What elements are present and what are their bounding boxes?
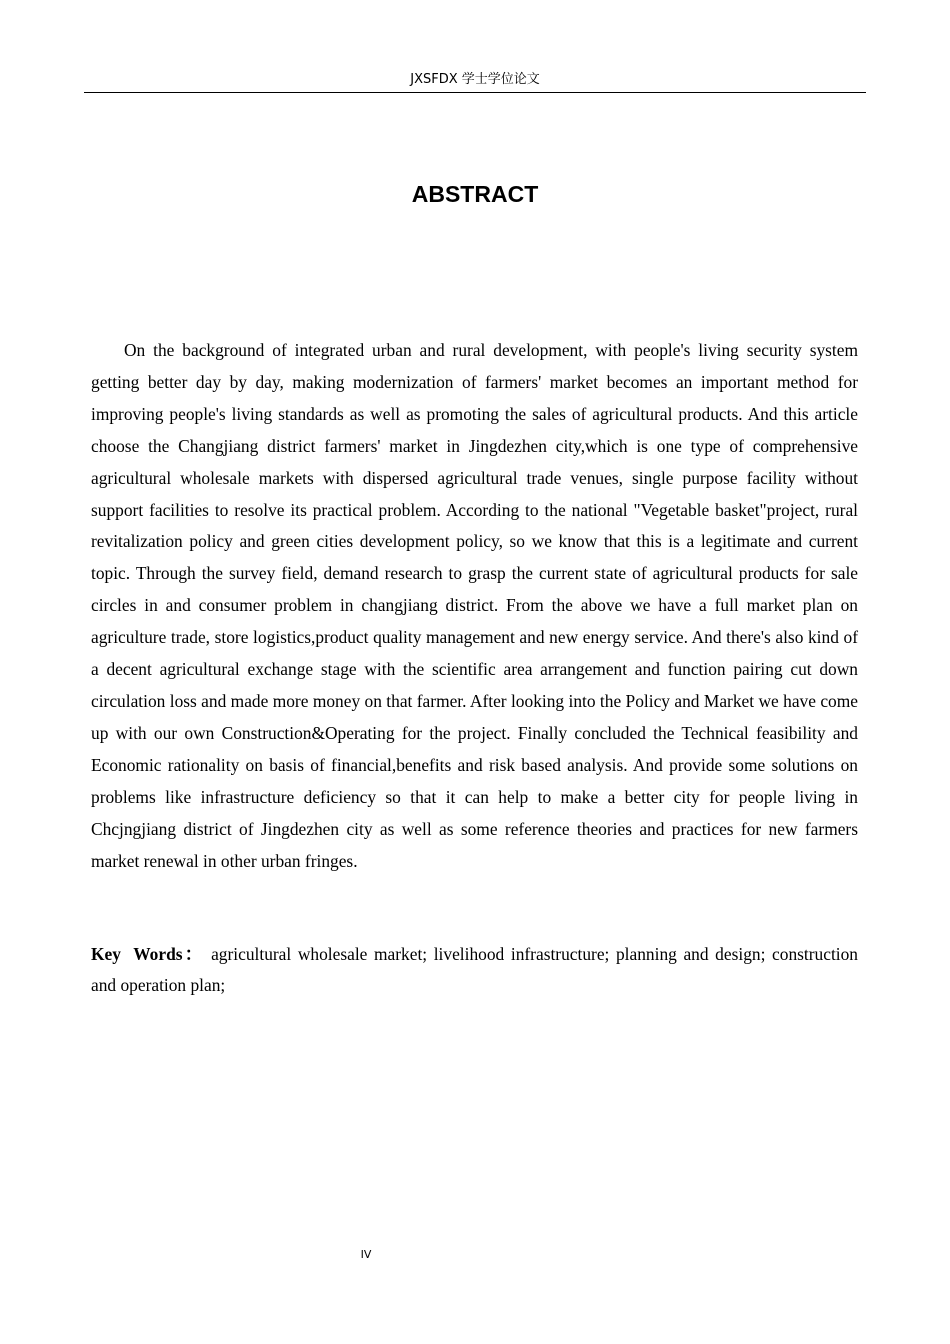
keywords-label: Key Words： [91, 944, 205, 964]
page-title: ABSTRACT [411, 181, 539, 207]
running-header: JXSFDX 学士学位论文 [410, 72, 540, 87]
keywords-paragraph [91, 939, 858, 1001]
keywords-text: agricultural wholesale market; livelihood infrastructure; planning and design; construction and operation plan; [91, 944, 858, 995]
header-rule [84, 92, 866, 93]
page-number: IV [360, 1248, 372, 1261]
abstract-body: On the background of integrated urban and rural development, with people's living security system getting better day by day, making modernization of farmers' market becomes an important method for improving people's living standards as well as promoting the sales of agricultural products. And this article choose the Changjiang district farmers' market in Jingdezhen city,which is one type of comprehensive agricultural wholesale markets with dispersed agricultural trade venues, single purpose facility without support facilities to resolve its practical problem. According to the national "Vegetable basket"project, rural revitalization policy and green cities development policy, so we know that this is a legitimate and current topic. Through the survey field, demand research to grasp the current state of agricultural products for sale circles in and consumer problem in changjiang district. From the above we have a full market plan on agriculture trade, store logistics,product quality management and new energy service. And there's also kind of a decent agricultural exchange stage with the scientific area arrangement and function pairing cut down circulation loss and made more money on that farmer. After looking into the Policy and Market we have come up with our own Construction&Operating for the project. Finally concluded the Technical feasibility and Economic rationality on basis of financial,benefits and risk based analysis. And provide some solutions on problems like infrastructure deficiency so that it can help to make a better city for people living in Chcjngjiang district of Jingdezhen city as well as some reference theories and practices for new farmers market renewal in other urban fringes. [91, 340, 858, 871]
